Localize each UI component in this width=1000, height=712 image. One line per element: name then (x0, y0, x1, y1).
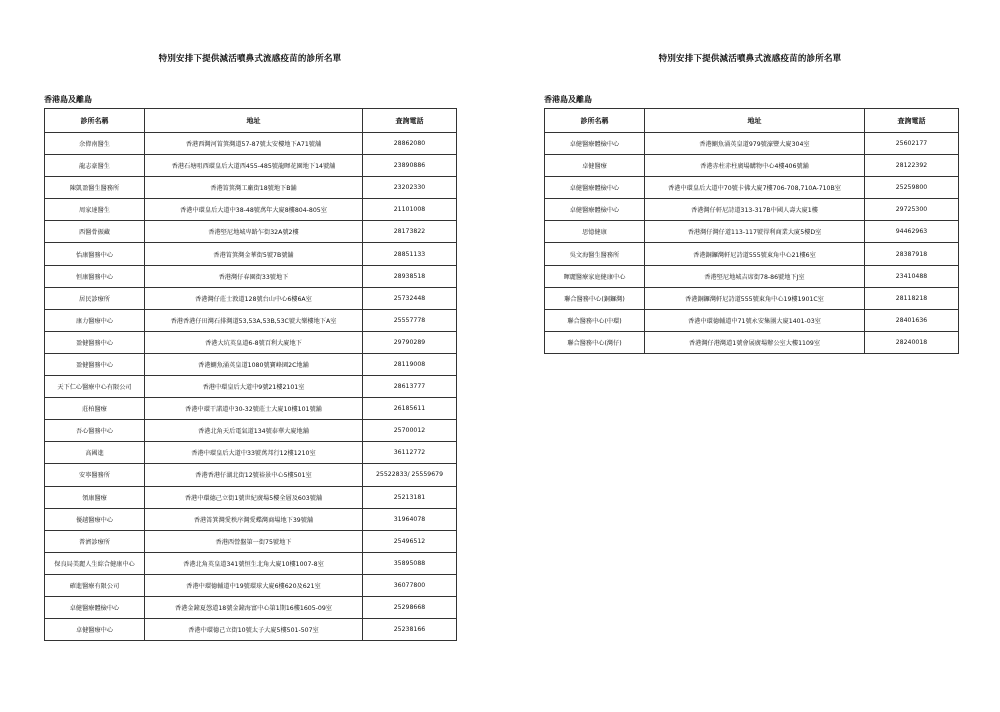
clinic-name-cell: 盈健醫務中心 (45, 331, 145, 353)
table-row (45, 133, 457, 155)
clinic-name-cell: 卓健醫療中心 (45, 619, 145, 641)
table-row (45, 353, 457, 375)
clinic-table-body (45, 133, 457, 641)
table-row (45, 552, 457, 574)
header-name: 診所名稱 (45, 109, 145, 133)
clinic-address-cell: 香港筲箕灣金華街5號7B號舖 (145, 243, 363, 265)
table-row (45, 398, 457, 420)
clinic-address-cell: 香港中環干諾道中30-32號莊士大廈10樓101號舖 (145, 398, 363, 420)
clinic-phone-cell: 28387918 (865, 243, 959, 265)
table-row (45, 486, 457, 508)
clinic-address-cell: 香港鰂魚涌英皇道1080號寶峰園2C地舖 (145, 353, 363, 375)
table-row (45, 464, 457, 486)
clinic-address-cell: 香港灣仔春園街33號地下 (145, 265, 363, 287)
clinic-phone-cell: 23202330 (363, 177, 457, 199)
table-row (545, 265, 959, 287)
clinic-name-cell: 康力醫療中心 (45, 309, 145, 331)
header-phone: 查詢電話 (363, 109, 457, 133)
clinic-address-cell: 香港灣仔港灣道1號會展廣場辦公室大樓1109室 (645, 331, 865, 353)
clinic-name-cell: 優越醫療中心 (45, 508, 145, 530)
table-header-row (45, 109, 457, 133)
clinic-phone-cell: 29790289 (363, 331, 457, 353)
clinic-name-cell: 恒康醫務中心 (45, 265, 145, 287)
header-name: 診所名稱 (545, 109, 645, 133)
table-row (45, 619, 457, 641)
right-page (500, 0, 1000, 712)
table-row (45, 221, 457, 243)
table-row (545, 199, 959, 221)
header-address: 地址 (645, 109, 865, 133)
clinic-name-cell: 卓健醫療體檢中心 (545, 199, 645, 221)
table-row (45, 331, 457, 353)
clinic-address-cell: 香港北角英皇道341號恒生北角大廈10樓1007-8室 (145, 552, 363, 574)
table-row (45, 596, 457, 618)
clinic-address-cell: 香港銅鑼灣軒尼詩道555號東角中心21樓6室 (645, 243, 865, 265)
table-row (45, 287, 457, 309)
clinic-address-cell: 香港香港仔田灣石排灣道53,53A,53B,53C號大樂樓地下A室 (145, 309, 363, 331)
table-row (45, 199, 457, 221)
clinic-address-cell: 香港中環皇后大道中9號21樓2101室 (145, 376, 363, 398)
clinic-address-cell: 香港中環皇后大道中70號卡佛大廈7樓706-708,710A-710B室 (645, 177, 865, 199)
clinic-name-cell: 吳文海醫生醫務所 (545, 243, 645, 265)
clinic-name-cell: 卓健醫療 (545, 155, 645, 177)
clinic-phone-cell: 26185611 (363, 398, 457, 420)
clinic-table (44, 108, 457, 641)
clinic-address-cell: 香港中環德己立街1號世紀廣場5樓全層及603號舖 (145, 486, 363, 508)
clinic-address-cell: 香港灣仔灣仔道113-117號得利商業大廈5樓D室 (645, 221, 865, 243)
clinic-phone-cell: 28119008 (363, 353, 457, 375)
clinic-name-cell: 高國進 (45, 442, 145, 464)
table-row (45, 265, 457, 287)
clinic-phone-cell: 21101008 (363, 199, 457, 221)
clinic-name-cell: 暉麗醫療家庭健康中心 (545, 265, 645, 287)
clinic-name-cell: 天下仁心醫療中心有限公司 (45, 376, 145, 398)
clinic-phone-cell: 25557778 (363, 309, 457, 331)
clinic-phone-cell: 28118218 (865, 287, 959, 309)
clinic-name-cell: 卓健醫療體檢中心 (545, 133, 645, 155)
clinic-name-cell: 確進醫療有限公司 (45, 574, 145, 596)
clinic-table (544, 108, 959, 354)
clinic-phone-cell: 25213181 (363, 486, 457, 508)
clinic-phone-cell: 28851133 (363, 243, 457, 265)
clinic-phone-cell: 28613777 (363, 376, 457, 398)
clinic-address-cell: 香港赤柱赤柱廣場購物中心4樓406號舖 (645, 155, 865, 177)
clinic-name-cell: 卓健醫療體檢中心 (45, 596, 145, 618)
header-phone: 查詢電話 (865, 109, 959, 133)
clinic-address-cell: 香港堅尼地城吉席街78-86號地下J室 (645, 265, 865, 287)
clinic-address-cell: 香港鰂魚涌英皇道979號濠豐大廈304室 (645, 133, 865, 155)
clinic-phone-cell: 25298668 (363, 596, 457, 618)
clinic-address-cell: 香港北角天后電氣道134號泰華大廈地舖 (145, 420, 363, 442)
table-header-row (545, 109, 959, 133)
clinic-phone-cell: 94462963 (865, 221, 959, 243)
clinic-name-cell: 陳凱盈醫生醫務所 (45, 177, 145, 199)
clinic-name-cell: 聯合醫務中心(銅鑼灣) (545, 287, 645, 309)
clinic-address-cell: 香港中環皇后大道中33號萬邦行12樓1210室 (145, 442, 363, 464)
clinic-name-cell: 莊柏醫療 (45, 398, 145, 420)
table-row (45, 243, 457, 265)
clinic-phone-cell: 25259800 (865, 177, 959, 199)
clinic-name-cell: 龍志豪醫生 (45, 155, 145, 177)
clinic-name-cell: 安寧醫務所 (45, 464, 145, 486)
table-row (45, 309, 457, 331)
clinic-phone-cell: 36112772 (363, 442, 457, 464)
table-row (545, 243, 959, 265)
table-row (545, 221, 959, 243)
clinic-phone-cell: 23890886 (363, 155, 457, 177)
table-row (45, 376, 457, 398)
clinic-phone-cell: 25732448 (363, 287, 457, 309)
clinic-phone-cell: 25522833/ 25559679 (363, 464, 457, 486)
clinic-name-cell: 余偉南醫生 (45, 133, 145, 155)
clinic-address-cell: 香港中環德輔道中71號永安集團大廈1401-03室 (645, 309, 865, 331)
clinic-name-cell: 聯合醫務中心(灣仔) (545, 331, 645, 353)
clinic-phone-cell: 25238166 (363, 619, 457, 641)
clinic-name-cell: 盈健醫務中心 (45, 353, 145, 375)
clinic-address-cell: 香港石塘咀西環皇后大道西455-485號龍暉花園地下14號舖 (145, 155, 363, 177)
clinic-phone-cell: 25700012 (363, 420, 457, 442)
clinic-phone-cell: 28862080 (363, 133, 457, 155)
clinic-phone-cell: 28240018 (865, 331, 959, 353)
clinic-name-cell: 聯合醫務中心(中環) (545, 309, 645, 331)
clinic-name-cell: 普濟診療所 (45, 530, 145, 552)
clinic-phone-cell: 31964078 (363, 508, 457, 530)
clinic-phone-cell: 25602177 (865, 133, 959, 155)
clinic-phone-cell: 28173822 (363, 221, 457, 243)
clinic-phone-cell: 25496512 (363, 530, 457, 552)
region-heading: 香港島及離島 (544, 95, 592, 104)
clinic-address-cell: 香港銅鑼灣軒尼詩道555號東角中心19樓1901C室 (645, 287, 865, 309)
region-heading: 香港島及離島 (44, 95, 92, 104)
clinic-name-cell: 居民診療所 (45, 287, 145, 309)
clinic-address-cell: 香港大坑英皇道6-8號百利大廈地下 (145, 331, 363, 353)
clinic-name-cell: 保良局美麗人生綜合健康中心 (45, 552, 145, 574)
table-row (45, 177, 457, 199)
clinic-address-cell: 香港金鐘夏愨道18號金鐘海富中心第1期16樓1605-09室 (145, 596, 363, 618)
document-title: 特別安排下提供減活噴鼻式流感疫苗的診所名單 (658, 54, 842, 64)
header-address: 地址 (145, 109, 363, 133)
table-row (545, 155, 959, 177)
table-row (45, 155, 457, 177)
clinic-phone-cell: 35895088 (363, 552, 457, 574)
clinic-phone-cell: 23410488 (865, 265, 959, 287)
clinic-phone-cell: 28938518 (363, 265, 457, 287)
table-row (45, 574, 457, 596)
clinic-phone-cell: 36077800 (363, 574, 457, 596)
table-row (545, 133, 959, 155)
table-row (545, 331, 959, 353)
clinic-address-cell: 香港筲箕灣愛秩序灣愛蝶灣商場地下39號舖 (145, 508, 363, 530)
table-row (545, 177, 959, 199)
clinic-name-cell: 思憶健康 (545, 221, 645, 243)
clinic-name-cell: 周家達醫生 (45, 199, 145, 221)
table-row (45, 442, 457, 464)
clinic-phone-cell: 28401636 (865, 309, 959, 331)
clinic-address-cell: 香港西營盤第一街75號地下 (145, 530, 363, 552)
clinic-name-cell: 怡康醫務中心 (45, 243, 145, 265)
clinic-address-cell: 香港堅尼地城卑路乍街32A號2樓 (145, 221, 363, 243)
clinic-name-cell: 西醫骨振藏 (45, 221, 145, 243)
clinic-phone-cell: 28122392 (865, 155, 959, 177)
clinic-address-cell: 香港香港仔湖北街12號裕景中心5樓501室 (145, 464, 363, 486)
clinic-address-cell: 香港中環皇后大道中38-48號萬年大廈8樓804-805室 (145, 199, 363, 221)
clinic-address-cell: 香港灣仔莊士敦道128號台山中心6樓6A室 (145, 287, 363, 309)
clinic-address-cell: 香港西灣河筲箕灣道57-87號太安樓地下A71號舖 (145, 133, 363, 155)
clinic-address-cell: 香港灣仔軒尼詩道313-317B中國人壽大廈1樓 (645, 199, 865, 221)
table-row (545, 287, 959, 309)
clinic-name-cell: 吾心醫務中心 (45, 420, 145, 442)
clinic-name-cell: 領康醫療 (45, 486, 145, 508)
clinic-name-cell: 卓健醫療體檢中心 (545, 177, 645, 199)
clinic-phone-cell: 29725300 (865, 199, 959, 221)
clinic-address-cell: 香港中環德輔道中19號環球大廈6樓620及621室 (145, 574, 363, 596)
table-row (45, 420, 457, 442)
table-row (45, 530, 457, 552)
clinic-table-body (545, 133, 959, 354)
table-row (45, 508, 457, 530)
document-title: 特別安排下提供減活噴鼻式流感疫苗的診所名單 (158, 54, 342, 64)
table-row (545, 309, 959, 331)
clinic-address-cell: 香港筲箕灣工廠街18號地下B舖 (145, 177, 363, 199)
clinic-address-cell: 香港中環德己立街10號太子大廈5樓501-507室 (145, 619, 363, 641)
